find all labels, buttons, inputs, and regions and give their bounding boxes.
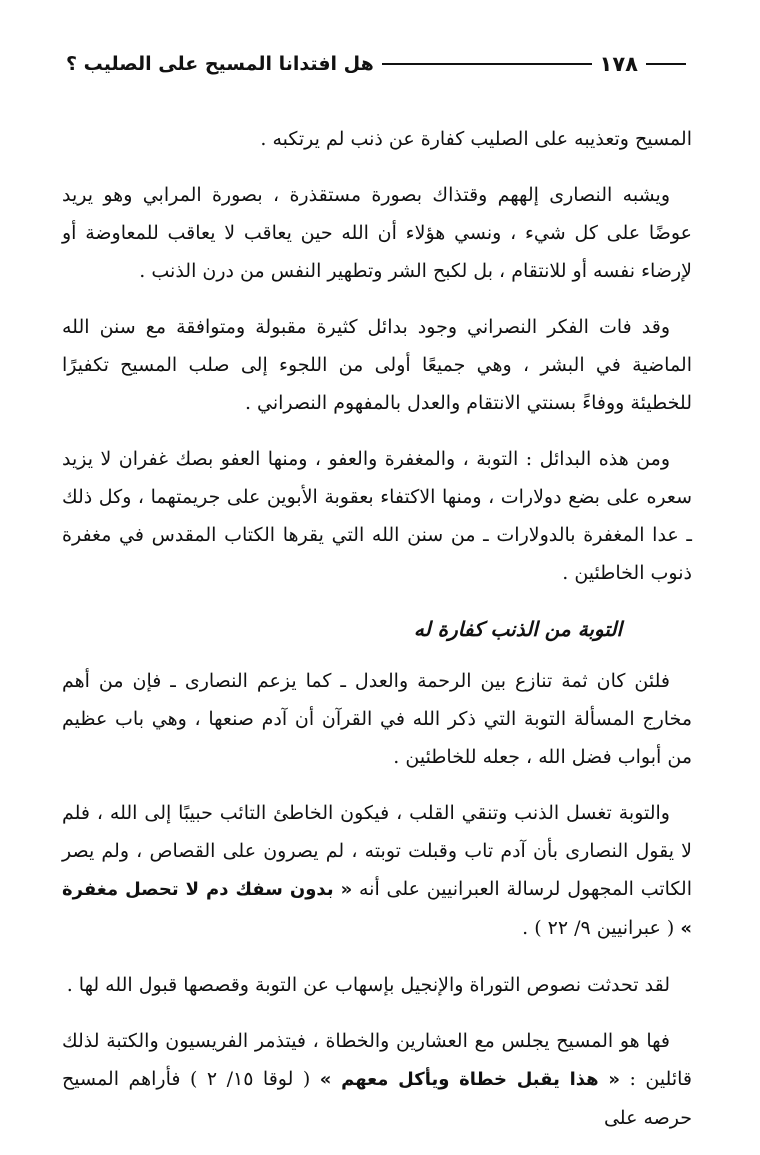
page-number: ١٧٨ <box>599 52 638 76</box>
section-heading: التوبة من الذنب كفارة له <box>413 617 622 641</box>
paragraph-8 <box>62 1022 692 1137</box>
running-header <box>66 44 686 84</box>
paragraph-3: وقد فات الفكر النصراني وجود بدائل كثيرة مقبولة ومتوافقة مع سنن الله الماضية في البشر ، وهي جميعًا أولى من اللجوء إلى صلب المسيح تكفيرًا للخطيئة ووفاءً بسنتي الانتقام والعدل بالمفهوم النصراني . <box>62 316 692 414</box>
verse-reference: ( عبرانيين ٩/ ٢٢ ) . <box>522 917 675 939</box>
header-title: هل افتدانا المسيح على الصليب ؟ <box>66 53 374 75</box>
quoted-verse-2: « هذا يقبل خطاة ويأكل معهم » <box>319 1069 620 1090</box>
quoted-verse: « بدون سفك دم لا تحصل مغفرة » <box>62 879 692 939</box>
paragraph-8-text: فها هو المسيح يجلس مع العشارين والخطاة ، فيتذمر الفريسيون والكتبة لذلك قائلين : <box>62 1030 693 1090</box>
paragraph-6 <box>62 794 692 948</box>
paragraph-7: لقد تحدثت نصوص التوراة والإنجيل بإسهاب عن التوبة وقصصها قبول الله لها . <box>66 974 670 996</box>
paragraph-4: ومن هذه البدائل : التوبة ، والمغفرة والعفو ، ومنها العفو بصك غفران لا يزيد سعره على بضع دولارات ، ومنها الاكتفاء بعقوبة الأبوين على جريمتهما ، وكل ذلك ـ عدا المغفرة بالدولارات ـ من سنن الله التي يقرها الكتاب المقدس في مغفرة ذنوب الخاطئين . <box>62 448 692 584</box>
paragraph-1: المسيح وتعذيبه على الصليب كفارة عن ذنب لم يرتكبه . <box>260 128 692 150</box>
paragraph-5: فلئن كان ثمة تنازع بين الرحمة والعدل ـ كما يزعم النصارى ـ فإن من أهم مخارج المسألة التوبة التي ذكر الله في القرآن أن آدم صنعها ، وهي باب عظيم من أبواب فضل الله ، جعله للخاطئين . <box>62 670 692 768</box>
header-rule <box>382 63 592 65</box>
header-rule-right <box>646 63 686 65</box>
paragraph-2: ويشبه النصارى إلههم وقتذاك بصورة مستقذرة ، بصورة المرابي وهو يريد عوضًا على كل شيء ، ونسي هؤلاء أن الله حين يعاقب لا يعاقب للمعاوضة أو لإرضاء نفسه أو للانتقام ، بل لكبح الشر وتطهير النفس من درن الذنب . <box>62 184 692 282</box>
verse-reference-2: ( لوقا ١٥/ ٢ ) فأراهم المسيح حرصه على <box>62 1068 692 1129</box>
paragraph-6-text: والتوبة تغسل الذنب وتنقي القلب ، فيكون الخاطئ التائب حبيبًا إلى الله ، فلم لا يقول النصارى بأن آدم تاب وقبلت توبته ، لم يصرون على القصاص ، ولم يصر الكاتب المجهول لرسالة العبرانيين على أنه <box>62 802 692 900</box>
page-body <box>62 120 692 1155</box>
